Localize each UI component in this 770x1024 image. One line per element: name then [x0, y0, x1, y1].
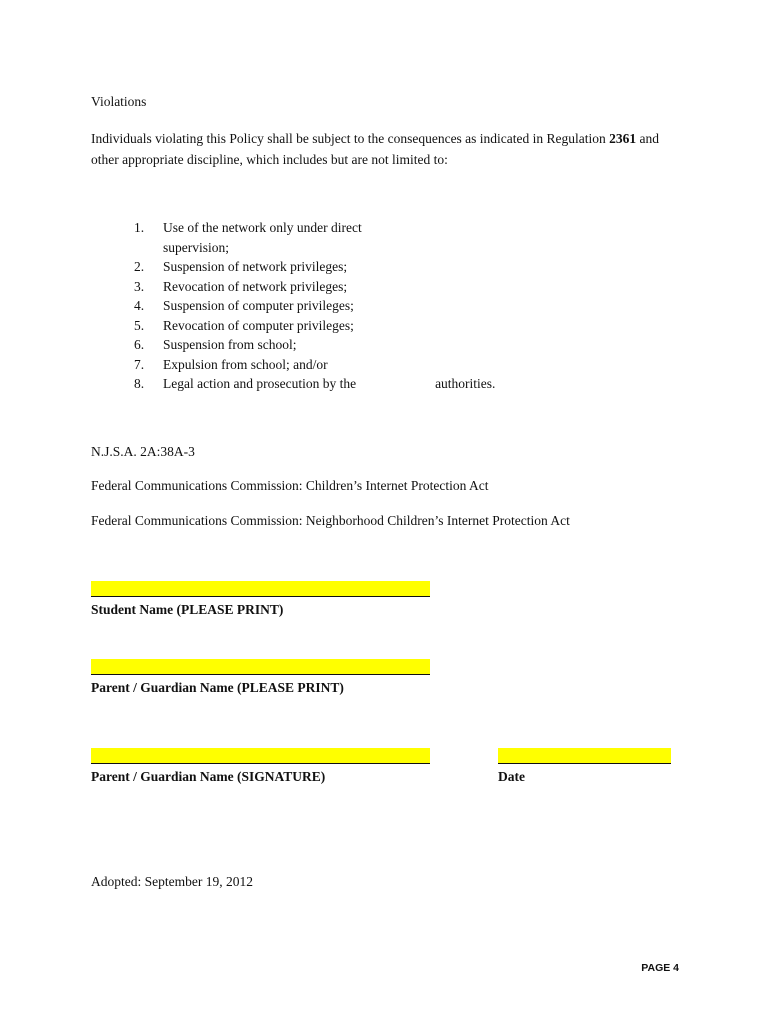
- regulation-number: 2361: [609, 131, 637, 146]
- section-heading: Violations: [91, 94, 147, 109]
- consequences-list: [134, 218, 495, 394]
- date-label: Date: [498, 769, 525, 784]
- list-item: 5. Revocation of computer privileges;: [134, 317, 354, 333]
- list-item: 6. Suspension from school;: [134, 337, 297, 352]
- guardian-name-label: Parent / Guardian Name (PLEASE PRINT): [91, 680, 344, 695]
- list-item: 7. Expulsion from school; and/or: [134, 356, 328, 372]
- list-item: 3. Revocation of network privileges;: [134, 278, 348, 294]
- guardian-name-field[interactable]: [91, 659, 430, 675]
- intro-paragraph: [91, 128, 659, 170]
- student-name-label: Student Name (PLEASE PRINT): [91, 602, 284, 617]
- guardian-signature-field[interactable]: [91, 748, 430, 764]
- legal-reference-cipa: Federal Communications Commission: Children’s Internet Protection Act: [91, 478, 489, 493]
- list-item: 8. Legal action and prosecution by the authorities.: [134, 374, 495, 394]
- intro-line-2: other appropriate discipline, which includes but are not limited to:: [91, 152, 448, 167]
- legal-reference-njsa: N.J.S.A. 2A:38A-3: [91, 444, 195, 459]
- adopted-date: Adopted: September 19, 2012: [91, 874, 253, 889]
- list-item: supervision;: [163, 239, 229, 255]
- student-name-field[interactable]: [91, 581, 430, 597]
- list-item: 4. Suspension of computer privileges;: [134, 298, 354, 313]
- list-item: 2. Suspension of network privileges;: [134, 259, 348, 274]
- legal-reference-ncipa: Federal Communications Commission: Neighborhood Children’s Internet Protection Act: [91, 513, 570, 528]
- guardian-signature-label: Parent / Guardian Name (SIGNATURE): [91, 769, 326, 784]
- date-field[interactable]: [498, 748, 671, 764]
- intro-line-1: Individuals violating this Policy shall be subject to the consequences as indicated in Regulation 2361 and: [91, 131, 660, 146]
- list-item-tail: authorities.: [435, 376, 496, 391]
- list-item: 1. Use of the network only under direct: [134, 220, 362, 235]
- page-number: PAGE 4: [641, 962, 679, 974]
